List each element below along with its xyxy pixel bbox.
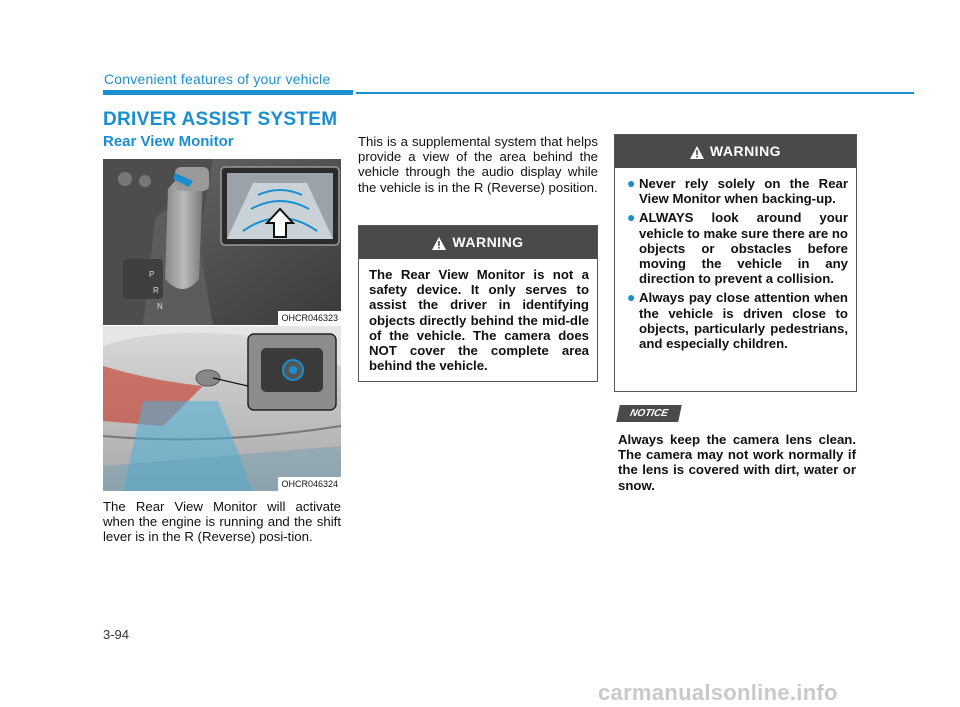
warning-header <box>359 226 597 259</box>
list-item <box>625 210 848 286</box>
list-item-text: Never rely solely on the Rear View Monitor when backing-up. <box>639 176 848 207</box>
figure-label: OHCR046323 <box>278 311 341 325</box>
warning-box-backing <box>614 134 857 392</box>
page-number: 3-94 <box>103 627 130 642</box>
figure-shift-lever <box>103 159 341 325</box>
section-title: DRIVER ASSIST SYSTEM <box>103 109 338 130</box>
notice-text: Always keep the camera lens clean. The camera may not work normally if the lens is covered with dirt, water or snow. <box>618 432 856 493</box>
subsection-title: Rear View Monitor <box>103 133 234 150</box>
warning-triangle-icon <box>690 146 704 159</box>
list-item-text: Always pay close attention when the vehicle is driven close to objects, particularly pedestrians, and especially children. <box>639 290 848 352</box>
shift-lever-illustration <box>103 159 341 325</box>
warning-list <box>615 168 856 364</box>
warning-title: WARNING <box>452 234 524 250</box>
list-item-text: ALWAYS look around your vehicle to make sure there are no objects or obstacles before moving the vehicle in any direction to prevent a collision. <box>639 210 848 287</box>
svg-text:P: P <box>149 270 155 279</box>
svg-text:N: N <box>157 302 163 311</box>
bullet-icon: ● <box>627 175 636 191</box>
system-description: This is a supplemental system that helps provide a view of the area behind the vehicle through the audio display while the vehicle is in the R (Reverse) position. <box>358 134 598 195</box>
rear-camera-illustration <box>103 326 341 491</box>
list-item <box>625 176 848 206</box>
activation-description: The Rear View Monitor will activate when the engine is running and the shift lever is in the R (Reverse) posi-tion. <box>103 499 341 545</box>
footer-watermark: carmanualsonline.info <box>598 680 838 705</box>
warning-triangle-icon <box>432 237 446 250</box>
warning-box-safety <box>358 225 598 382</box>
list-item <box>625 290 848 351</box>
notice-badge: NOTICE <box>616 405 682 422</box>
header-bar-accent <box>103 90 353 95</box>
warning-title: WARNING <box>709 143 782 159</box>
warning-text: The Rear View Monitor is not a safety device. It only serves to assist the driver in identifying objects directly behind the mid-dle of the vehicle. The camera does NOT cover the complete area behind the vehicle. <box>369 267 589 374</box>
bullet-icon: ● <box>627 289 636 306</box>
header-rule <box>356 92 914 94</box>
svg-text:R: R <box>153 286 159 295</box>
figure-label: OHCR046324 <box>278 477 341 491</box>
figure-rear-camera <box>103 326 341 491</box>
warning-header <box>615 135 856 168</box>
chapter-header: Convenient features of your vehicle <box>104 71 331 87</box>
bullet-icon: ● <box>627 209 636 226</box>
